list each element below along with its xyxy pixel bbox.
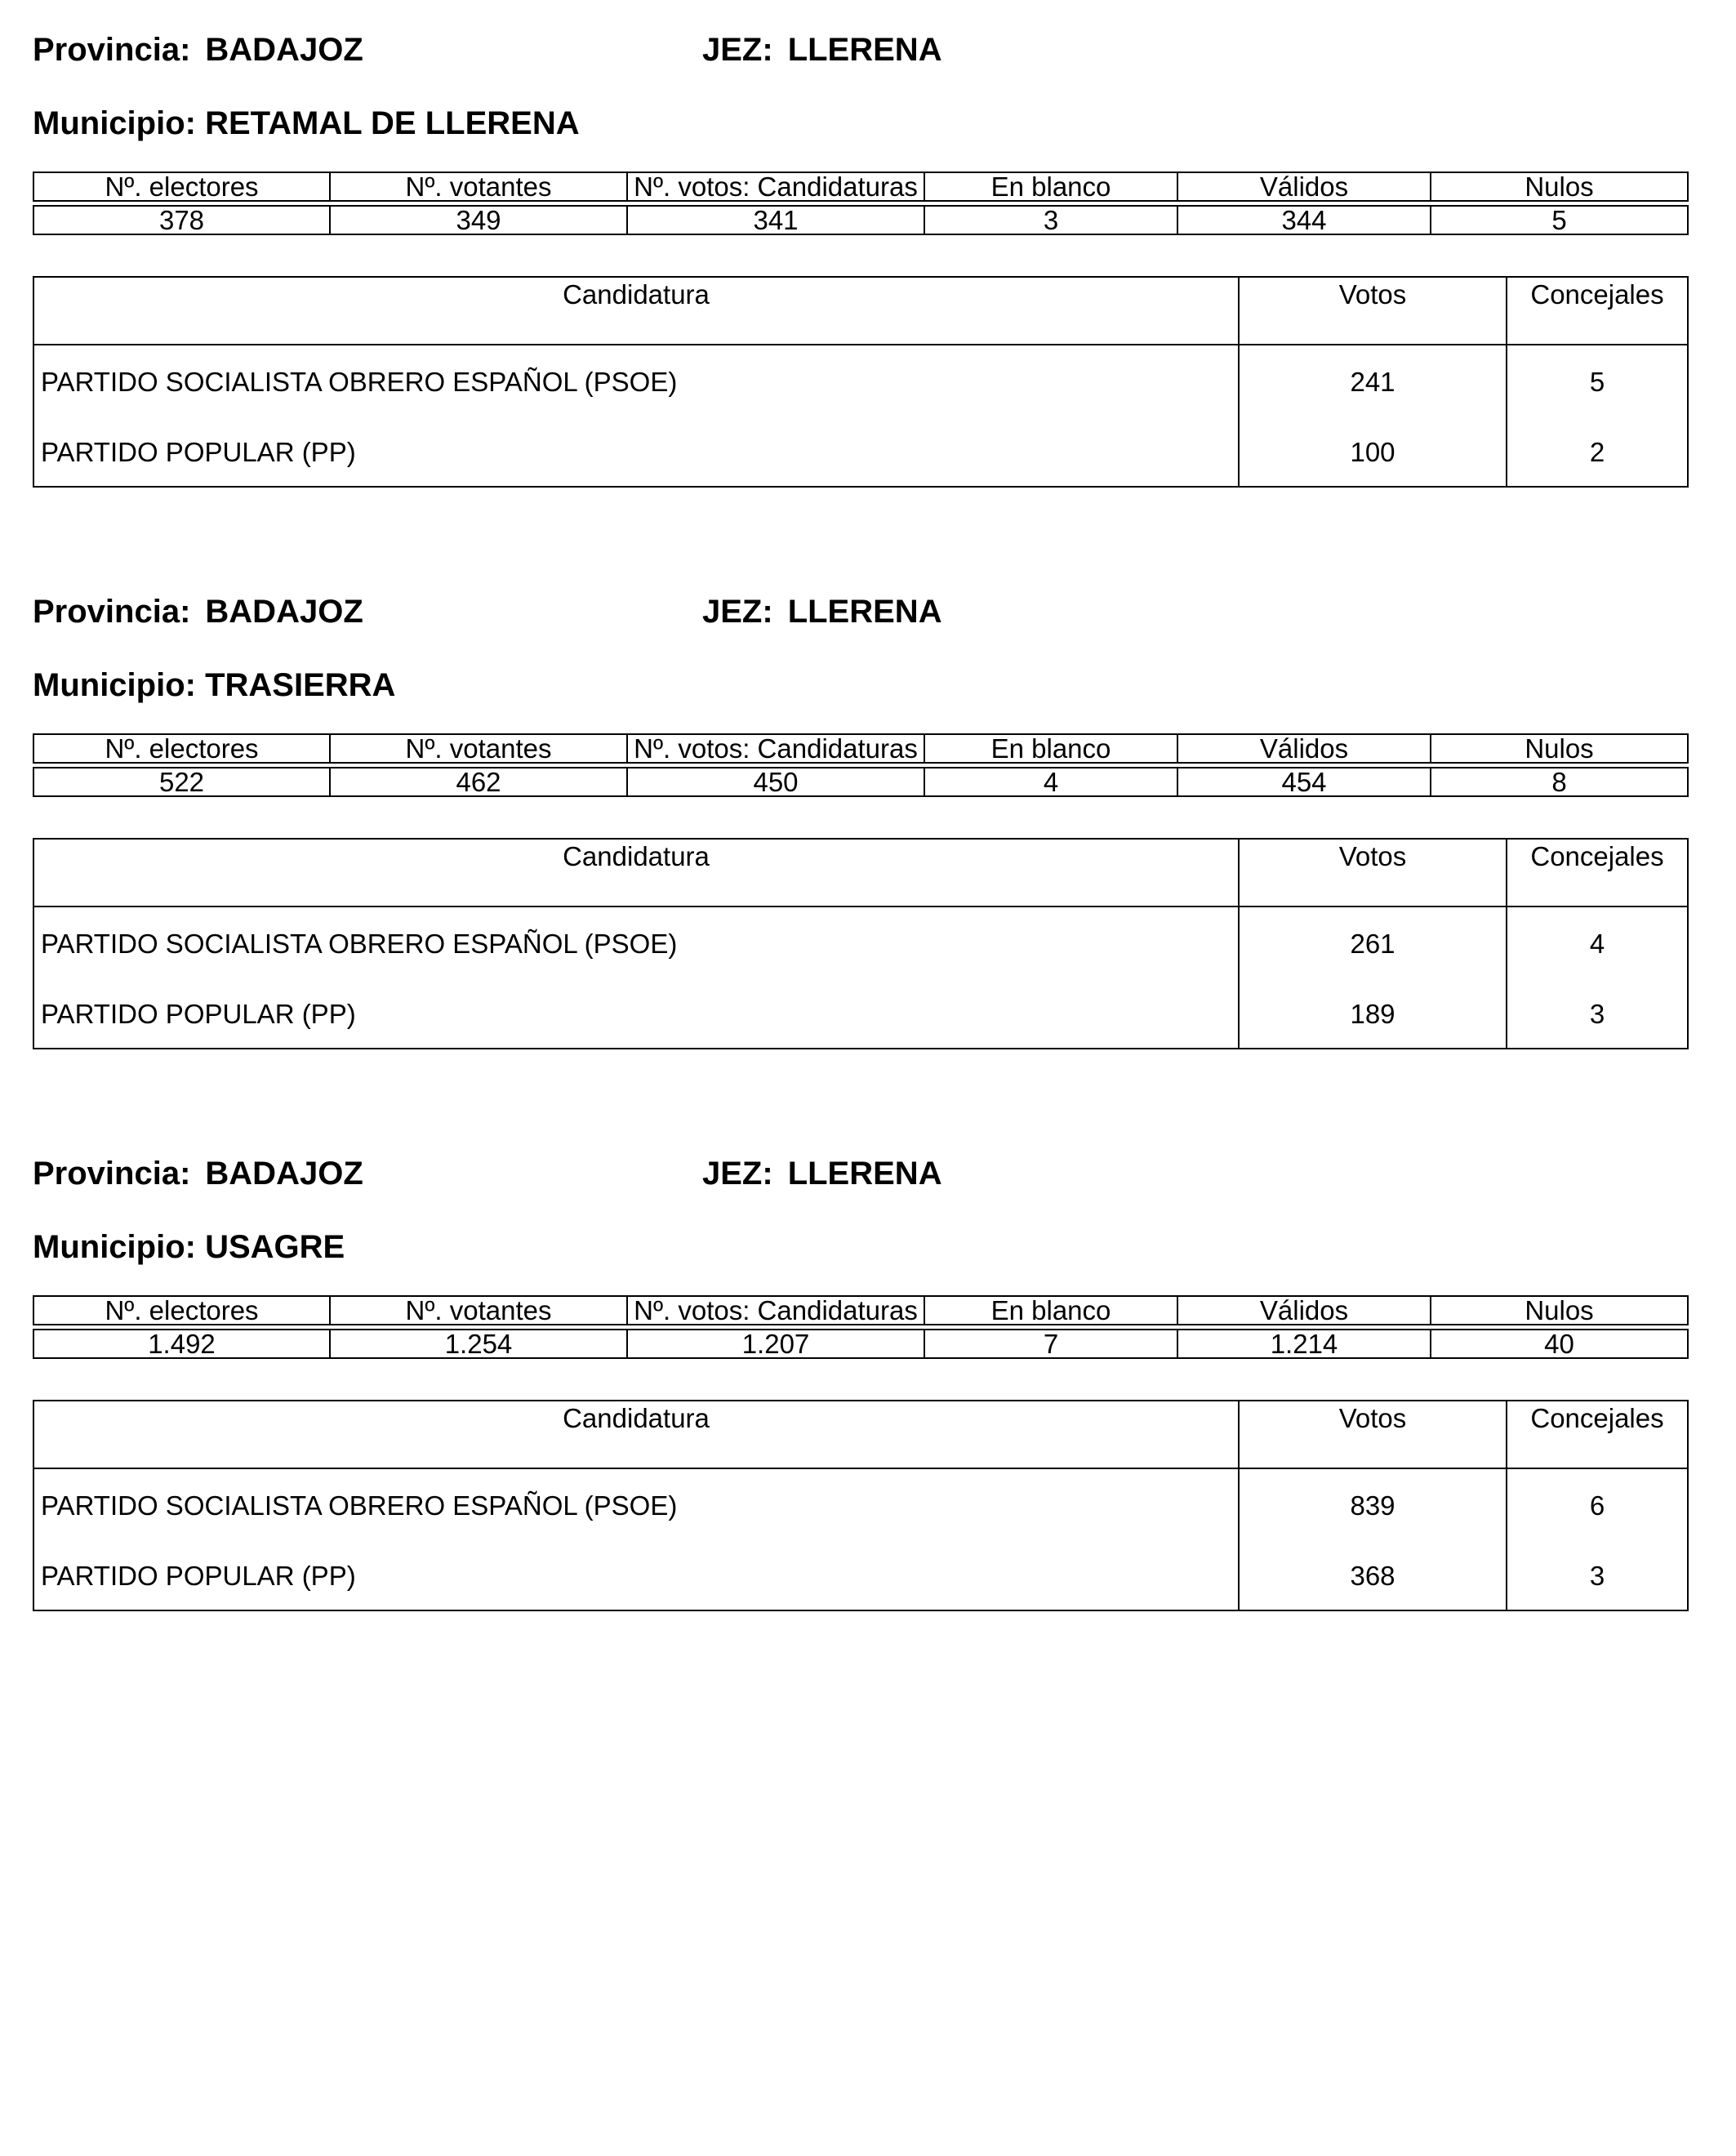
header-concejales: Concejales [1507, 277, 1688, 345]
summary-header-row [33, 734, 1688, 763]
summary-value-row [33, 768, 1688, 796]
value-votos-candidaturas: 450 [627, 768, 924, 796]
candidatura-name: PARTIDO SOCIALISTA OBRERO ESPAÑOL (PSOE) [33, 1468, 1239, 1543]
header-candidatura: Candidatura [33, 839, 1239, 906]
value-validos: 344 [1177, 206, 1431, 234]
concejales-value: 2 [1507, 419, 1688, 487]
results-header-row [33, 277, 1688, 345]
header-electores: Nº. electores [33, 734, 330, 763]
header-votantes: Nº. votantes [330, 734, 627, 763]
value-nulos: 5 [1431, 206, 1688, 234]
summary-value-row [33, 1330, 1688, 1358]
table-row [33, 1543, 1688, 1610]
municipality-section-retamal [33, 31, 1687, 467]
header-votos-candidaturas: Nº. votos: Candidaturas [627, 1296, 924, 1325]
results-table [33, 276, 1689, 488]
value-validos: 454 [1177, 768, 1431, 796]
header-votos-candidaturas: Nº. votos: Candidaturas [627, 734, 924, 763]
header-en-blanco: En blanco [924, 172, 1177, 201]
provincia-heading: Provincia: BADAJOZ [33, 594, 363, 630]
municipality-section-trasierra [33, 593, 1687, 1029]
candidatura-name: PARTIDO SOCIALISTA OBRERO ESPAÑOL (PSOE) [33, 345, 1239, 419]
value-nulos: 40 [1431, 1330, 1688, 1358]
header-votos: Votos [1239, 277, 1507, 345]
table-row [33, 906, 1688, 981]
value-electores: 1.492 [33, 1330, 330, 1358]
provincia-heading: Provincia: BADAJOZ [33, 1156, 363, 1192]
jez-heading: JEZ: LLERENA [702, 1156, 942, 1192]
municipio-heading: Municipio: USAGRE [33, 1229, 345, 1265]
value-votos-candidaturas: 1.207 [627, 1330, 924, 1358]
results-header-row [33, 1401, 1688, 1468]
value-nulos: 8 [1431, 768, 1688, 796]
header-en-blanco: En blanco [924, 734, 1177, 763]
summary-value-row [33, 206, 1688, 234]
jez-heading: JEZ: LLERENA [702, 32, 942, 68]
concejales-value: 5 [1507, 345, 1688, 419]
header-nulos: Nulos [1431, 734, 1688, 763]
value-electores: 378 [33, 206, 330, 234]
header-electores: Nº. electores [33, 172, 330, 201]
header-votantes: Nº. votantes [330, 172, 627, 201]
value-en-blanco: 4 [924, 768, 1177, 796]
value-votantes: 462 [330, 768, 627, 796]
votos-value: 100 [1239, 419, 1507, 487]
header-concejales: Concejales [1507, 1401, 1688, 1468]
table-row [33, 345, 1688, 419]
municipio-heading: Municipio: TRASIERRA [33, 667, 396, 703]
header-candidatura: Candidatura [33, 1401, 1239, 1468]
value-electores: 522 [33, 768, 330, 796]
municipio-heading: Municipio: RETAMAL DE LLERENA [33, 105, 580, 141]
provincia-heading: Provincia: BADAJOZ [33, 32, 363, 68]
candidatura-name: PARTIDO POPULAR (PP) [33, 981, 1239, 1049]
candidatura-name: PARTIDO POPULAR (PP) [33, 1543, 1239, 1610]
jez-heading: JEZ: LLERENA [702, 594, 942, 630]
votos-value: 261 [1239, 906, 1507, 981]
concejales-value: 3 [1507, 981, 1688, 1049]
value-validos: 1.214 [1177, 1330, 1431, 1358]
votos-value: 839 [1239, 1468, 1507, 1543]
concejales-value: 3 [1507, 1543, 1688, 1610]
header-validos: Válidos [1177, 734, 1431, 763]
candidatura-name: PARTIDO SOCIALISTA OBRERO ESPAÑOL (PSOE) [33, 906, 1239, 981]
results-table [33, 838, 1689, 1049]
table-row [33, 981, 1688, 1049]
summary-table [33, 172, 1689, 235]
header-concejales: Concejales [1507, 839, 1688, 906]
value-votos-candidaturas: 341 [627, 206, 924, 234]
votos-value: 189 [1239, 981, 1507, 1049]
votos-value: 368 [1239, 1543, 1507, 1610]
value-en-blanco: 7 [924, 1330, 1177, 1358]
summary-table [33, 733, 1689, 797]
header-nulos: Nulos [1431, 172, 1688, 201]
value-votantes: 349 [330, 206, 627, 234]
concejales-value: 4 [1507, 906, 1688, 981]
results-table [33, 1400, 1689, 1611]
header-en-blanco: En blanco [924, 1296, 1177, 1325]
header-votos: Votos [1239, 839, 1507, 906]
candidatura-name: PARTIDO POPULAR (PP) [33, 419, 1239, 487]
header-votos-candidaturas: Nº. votos: Candidaturas [627, 172, 924, 201]
header-validos: Válidos [1177, 172, 1431, 201]
municipality-section-usagre [33, 1155, 1687, 1591]
results-header-row [33, 839, 1688, 906]
concejales-value: 6 [1507, 1468, 1688, 1543]
value-en-blanco: 3 [924, 206, 1177, 234]
header-candidatura: Candidatura [33, 277, 1239, 345]
table-row [33, 419, 1688, 487]
header-validos: Válidos [1177, 1296, 1431, 1325]
header-votos: Votos [1239, 1401, 1507, 1468]
summary-table [33, 1295, 1689, 1359]
votos-value: 241 [1239, 345, 1507, 419]
summary-header-row [33, 1296, 1688, 1325]
table-row [33, 1468, 1688, 1543]
header-electores: Nº. electores [33, 1296, 330, 1325]
summary-header-row [33, 172, 1688, 201]
header-nulos: Nulos [1431, 1296, 1688, 1325]
value-votantes: 1.254 [330, 1330, 627, 1358]
header-votantes: Nº. votantes [330, 1296, 627, 1325]
